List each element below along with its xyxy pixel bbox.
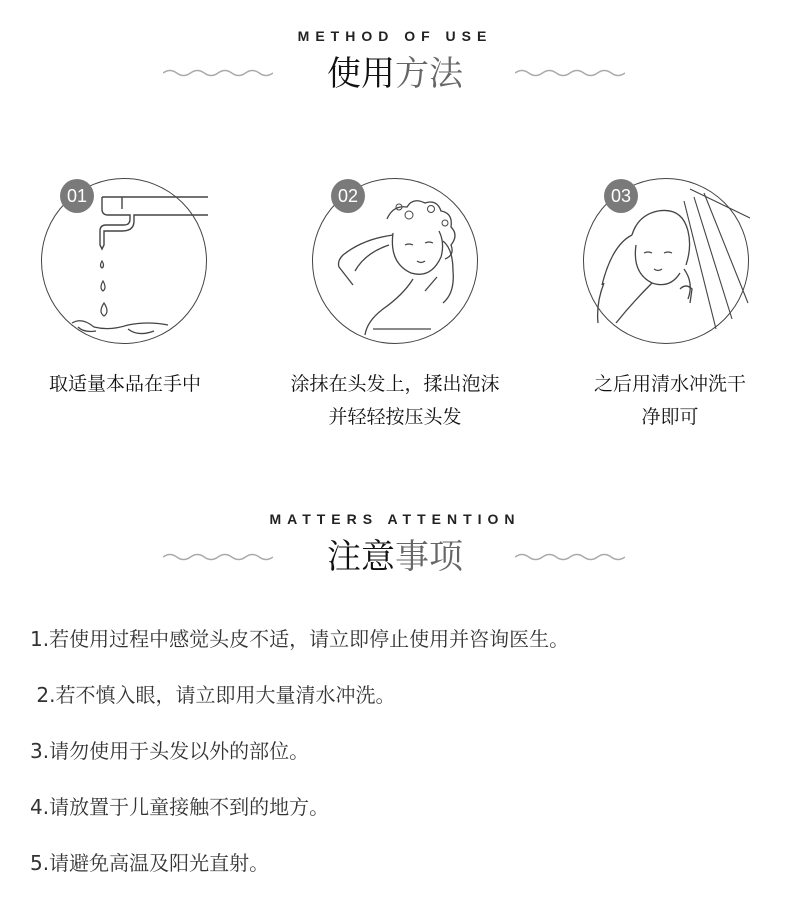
attention-item-3: 3.请勿使用于头发以外的部位。 bbox=[30, 739, 310, 763]
step-3-illustration bbox=[583, 178, 749, 344]
method-title-cn-dark: 使用 bbox=[327, 54, 395, 94]
step-2-text bbox=[265, 368, 525, 434]
step-1-badge: 01 bbox=[60, 179, 94, 213]
wave-divider-left-2 bbox=[163, 552, 273, 562]
step-1-line-1: 取适量本品在手中 bbox=[48, 373, 201, 395]
step-2-line-2: 并轻轻按压头发 bbox=[328, 406, 462, 428]
step-3-text bbox=[540, 368, 790, 434]
attention-item-2: 2.若不慎入眼，请立即用大量清水冲洗。 bbox=[30, 683, 396, 707]
wave-divider-left bbox=[163, 68, 273, 78]
step-1-illustration bbox=[41, 178, 207, 344]
attention-title-cn-dark: 注意 bbox=[327, 537, 395, 577]
attention-title-cn-light: 事项 bbox=[395, 537, 463, 577]
attention-title-en: MATTERS ATTENTION bbox=[269, 511, 521, 527]
wave-divider-right bbox=[515, 68, 625, 78]
method-title-cn bbox=[0, 54, 790, 94]
attention-item-5: 5.请避免高温及阳光直射。 bbox=[30, 851, 270, 875]
attention-item-1: 1.若使用过程中感觉头皮不适，请立即停止使用并咨询医生。 bbox=[30, 627, 570, 651]
step-1-text bbox=[0, 368, 255, 401]
step-2-line-1: 涂抹在头发上，揉出泡沫 bbox=[290, 373, 500, 395]
attention-item-4: 4.请放置于儿童接触不到的地方。 bbox=[30, 795, 330, 819]
method-title-cn-light: 方法 bbox=[395, 54, 463, 94]
attention-title-cn bbox=[0, 537, 790, 577]
step-3-line-1: 之后用清水冲洗干 bbox=[593, 373, 746, 395]
wave-divider-right-2 bbox=[515, 552, 625, 562]
step-3-badge: 03 bbox=[604, 179, 638, 213]
step-2-illustration bbox=[312, 178, 478, 344]
step-3-line-2: 净即可 bbox=[641, 406, 699, 428]
method-title-en: METHOD OF USE bbox=[297, 28, 493, 44]
step-2-badge: 02 bbox=[331, 179, 365, 213]
